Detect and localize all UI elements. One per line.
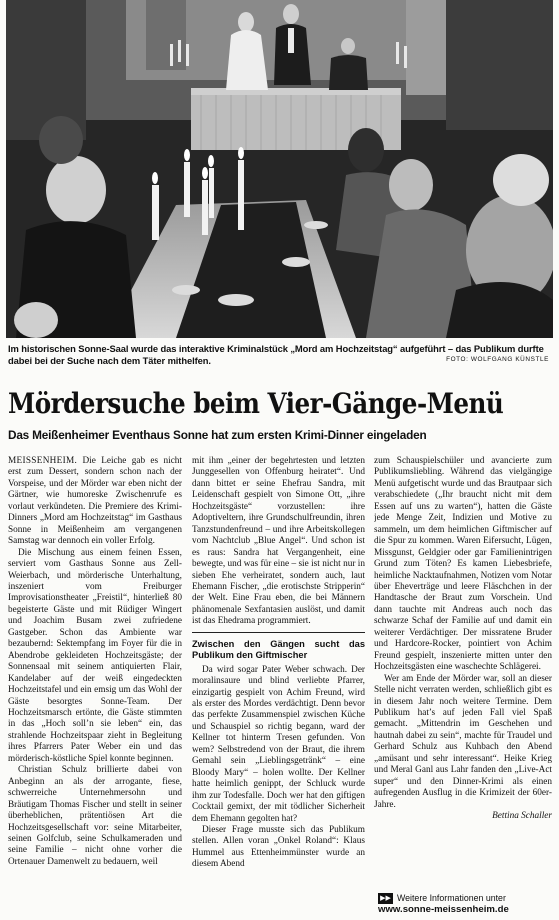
- paragraph: zum Schauspielschüler und avancierte zum Publikumsliebling. Während das vielgängige Menü aufgetischt wurde und das Brautpaar sich verabschiedete („Ihr braucht nicht mit dem Essen auf uns zu warten“), hatten die Gäste jede Menge Zeit, Indizien und Motive zu sammeln, um dem heimlichen Giftmischer auf die Spur zu kommen. Waren Eifersucht, Lügen, Missgunst, Geldgier oder gar Familienintrigen Grund zum Töten? Es kamen Liebesbriefe, heimliche Nacktaufnahmen, Notizen vom Notar über Eheverträge und leere Fläschchen in der Handtasche der Braut zum Vorschein. Und dann tauchte mit Andreas auch noch das schwarze Schaf der Familie auf und damit ein weiterer Verdächtiger. Der missratene Bruder und Hardcore-Rocker, pointiert von Achim Freund gespielt, inszenierte mitten unter den Hochzeitsgästen eine waschechte Schlägerei.: [374, 456, 552, 673]
- website-link[interactable]: www.sonne-meissenheim.de: [378, 904, 509, 915]
- article-column-1: [8, 456, 182, 910]
- info-label: Weitere Informationen unter: [397, 893, 506, 903]
- article-column-3: [374, 456, 552, 910]
- paragraph: Dieser Frage musste sich das Publikum stellen. Allen voran „Onkel Roland“: Klaus Hummel aus Ettenheimmünster wurde an diesem Abend: [192, 824, 365, 870]
- photo-caption: Im historischen Sonne-Saal wurde das interaktive Kriminalstück „Mord am Hochzeitstag“ aufgeführt – das Publikum durfte dabei bei der Suche nach dem Täter mithelfen.: [8, 343, 544, 366]
- paragraph: [8, 456, 182, 548]
- article-column-2: [192, 456, 365, 910]
- info-box: [378, 893, 552, 917]
- paragraph-text: Die Leiche gab es nicht erst zum Dessert, sondern schon nach der Vorspeise, und der Mörder war eben nicht der Gärtner, wie humoreske Zwischenrufe es vorlaut verkündeten. Die Premiere des Krimi-Dinners „Mord am Hochzeitstag“ im Gasthaus Sonne in Meißenheim am vergangenen Samstag war dennoch ein voller Erfolg.: [8, 456, 182, 547]
- article-headline: Mördersuche beim Vier-Gänge-Menü: [8, 387, 504, 420]
- paragraph: Die Mischung aus einem feinen Essen, serviert vom Gasthaus Sonne aus Zell-Weierbach, und mörderische Unterhaltung, inszeniert vom Freiburger Improvisationstheater „Freistil“, hinterließ 80 begeisterte Gäste und mit Rüdiger Wingert und Joachim Busam zwei zufriedene Gastgeber. Schon das Ambiente war bezaubernd: Sektempfang im Foyer für die in Abendrobe gekleideten Hochzeitsgäste; der Sonnensaal mit seinem antiquierten Flair, Kandelaber auf der weiß eingedeckten Hochzeitstafel und ein emsig um das Wohl der Gäste besorgtes Sonne-Team. Der Hochzeitsmarsch ertönte, die Gäste stimmten in das „Hoch soll’n sie leben“ ein, das strahlende Hochzeitspaar zieht in Begleitung ihres Pfarrers Pater Weber ein und das mörderisch-köstliche Spiel konnte beginnen.: [8, 547, 182, 764]
- dateline: MEISSENHEIM.: [8, 456, 78, 466]
- paragraph: Da wird sogar Pater Weber schwach. Der moralinsaure und blind verliebte Pfarrer, einzigartig gespielt von Achim Freund, wird als erster des Mordes verdächtigt. Denn bevor das perfekte Zusammenspiel zwischen Küche und Schauspiel so richtig begann, ward der Kellner tot hinterm Tresen gefunden. Von wem? Selbstredend von der Braut, die ihrem Gemahl sein „Lieblingsgetränk“ – eine Bloody Mary“ – holen wollte. Der Kellner hatte heimlich genippt, der Schluck wurde ihm zur Todesfalle. Doch wer hat den giftigen Cocktail gemixt, der mit tödlicher Sicherheit dem Ehemann gegolten hat?: [192, 664, 365, 824]
- author-byline: Bettina Schaller: [492, 811, 552, 822]
- paragraph: Christian Schulz brillierte dabei von Anbeginn an als der arrogante, fiese, schwerreiche Unternehmersohn und Bräutigam Thomas Fischer und stellt in seiner überheblichen, prätentiösen Art die Hochzeitsgesellschaft vor: seine Mitarbeiter, seinen Golfclub, seine Schulkameraden und seine Familie – nicht ohne vorher die Ortenauer Damenwelt zu bedauern, weil: [8, 765, 182, 867]
- dinner-table-photo: [6, 0, 553, 338]
- article-photo: [6, 0, 553, 338]
- fast-forward-icon: ▶▶: [378, 893, 393, 904]
- paragraph: mit ihm „einer der begehrtesten und letzten Junggesellen von Offenburg heiratet“. Und dann bittet er seine Ehefrau Sandra, mit Leidenschaft gespielt von Simone Ott, „ihre Hochzeitsgäste“ vorzustellen: ihre Adoptiveltern, ihre Grundschulfreundin, ihren Tanzstundenfreund – und ihre Arbeitskollegen vom Nachtclub „Blue Angel“. Und schon ist es raus: Sandra hat Vergangenheit, eine bewegte, und was für eine – sie ist nicht nur in sieben Ehe verheiratet, sondern auch, laut Ehemann Fischer, „die erotischste Stripperin“ der Welt. Eine Frau eben, die bei Männern phänomenale Sexfantasien auslöst, und damit ist das Ehedrama programmiert.: [192, 456, 365, 627]
- divider: [192, 632, 365, 633]
- photo-credit: FOTO: WOLFGANG KÜNSTLE: [446, 356, 549, 363]
- article-subhead: Das Meißenheimer Eventhaus Sonne hat zum ersten Krimi-Dinner eingeladen: [8, 428, 427, 442]
- interheading: Zwischen den Gängen sucht das Publikum den Giftmischer: [192, 638, 365, 661]
- paragraph: Wer am Ende der Mörder war, soll an dieser Stelle nicht verraten werden, schließlich gibt es in diesem Jahr noch weitere Termine. Dem Publikum hat’s auf jeden Fall viel Spaß gemacht. „Mittendrin im Geschehen und hautnah dabei zu sein“, machte für Traudel und Gerhard Schulz aus Kuhbach den Abend „amüsant und sehr interessant“. Heike Krieg und Meral Ganl aus Lahr fanden den „Live-Act super“ und den Dinner-Krimi als einen aufregenden Ausflug in die Krimizeit der 60er-Jahre.: [374, 673, 552, 810]
